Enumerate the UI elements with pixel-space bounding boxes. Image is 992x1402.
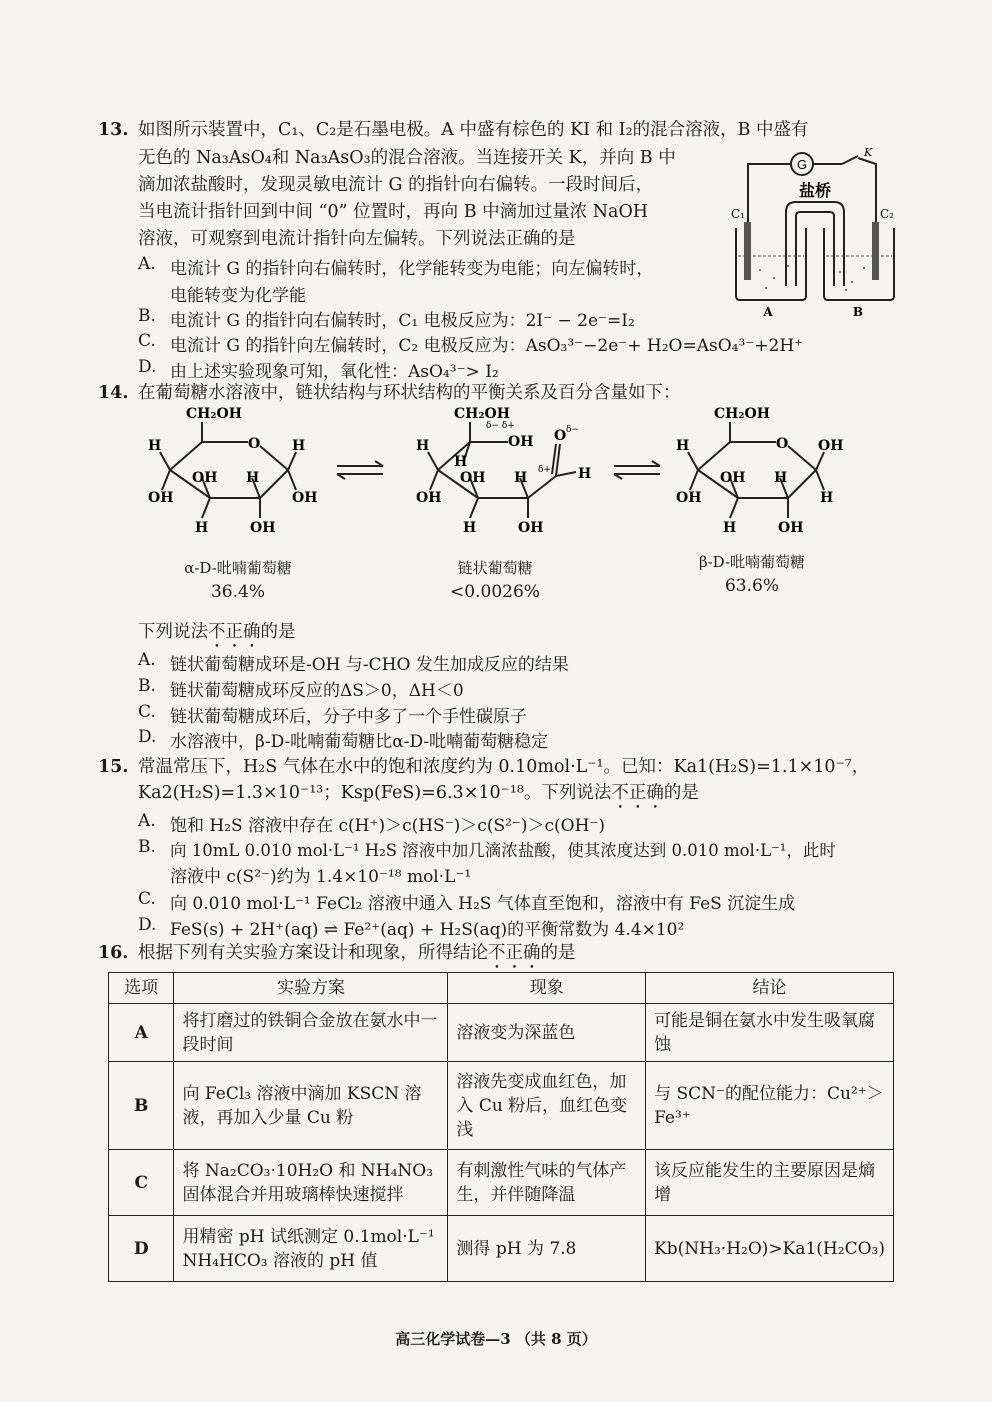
atom-label: OH [460,470,486,486]
option-label: C. [138,331,156,351]
atom-label: O [248,436,261,452]
switch-label: K [864,146,873,159]
question-number: 13. [98,120,129,140]
atom-label: H [820,490,834,506]
option-d-text: 水溶液中，β-D-吡喃葡萄糖比α-D-吡喃葡萄糖稳定 [170,732,549,752]
atom-label: H [514,470,528,486]
option-d-text: FeS(s) + 2H⁺(aq) ⇌ Fe²⁺(aq) + H₂S(aq)的平衡常数为 4.4×10² [170,920,685,940]
stem-line: 溶液，可观察到电流计指针向左偏转。下列说法正确的是 [138,229,576,249]
partial-charge-label: δ− δ+ [486,421,515,431]
option-a-text-cont: 电能转变为化学能 [170,286,306,306]
atom-label: H [148,438,162,454]
option-label: A. [138,811,156,831]
switch-icon [842,156,858,164]
table-cell-phenomenon: 有刺激性气味的气体产生，并伴随降温 [448,1150,646,1216]
option-a-text: 电流计 G 的指针向右偏转时，化学能转变为电能；向左偏转时， [170,259,654,279]
stem: 根据下列有关实验方案设计和现象，所得结论不正确的是 [138,943,576,963]
table-header: 结论 [646,973,894,1004]
atom-label: OH [676,490,702,506]
atom-label: OH [148,490,174,506]
stem-line: 滴加浓盐酸时，发现灵敏电流计 G 的指针向右偏转。一段时间后， [138,175,654,195]
question-prompt: 下列说法不正确的是 [138,622,296,642]
galvanic-cell-diagram [730,146,900,318]
atom-label: OH [250,520,276,536]
option-label: B. [138,676,156,696]
table-cell-phenomenon: 测得 pH 为 7.8 [448,1216,646,1282]
option-label: B. [138,837,156,857]
question-number: 14. [98,383,129,403]
partial-charge-label: δ+ [538,465,551,475]
option-label: C. [138,702,156,722]
structure-percent: 36.4% [210,582,265,602]
alpha-glucose-structure [140,402,340,542]
chain-glucose-structure [408,402,608,542]
stem-line: 常温常压下，H₂S 气体在水中的饱和浓度约为 0.10mol·L⁻¹。已知：Ka1(H₂S)=1.1×10⁻⁷， [138,757,870,777]
atom-label: OH [192,470,218,486]
atom-label: H [463,520,477,536]
table-row [109,1062,894,1150]
beaker-a-label: A [763,305,773,318]
atom-label: OH [292,490,318,506]
atom-label: OH [416,490,442,506]
equilibrium-arrow-icon [612,460,662,480]
table-cell-conclusion: 该反应能发生的主要原因是熵增 [646,1150,894,1216]
atom-label: H [454,454,468,470]
emphasis: 不正确 [611,783,664,803]
electrode-c1 [744,222,751,280]
experiment-table [108,972,894,1282]
option-label: A. [138,254,156,274]
atom-label: OH [778,520,804,536]
atom-label: H [578,466,592,482]
atom-label: CH₂OH [186,406,242,422]
table-cell-option: A [109,1004,174,1062]
equilibrium-arrow-icon [335,460,385,480]
galvanometer-label: G [796,157,808,172]
table-row [109,1216,894,1282]
stem-line: 无色的 Na₃AsO₄和 Na₃AsO₃的混合溶液。当连接开关 K，并向 B 中 [138,148,676,168]
option-b-text-cont: 溶液中 c(S²⁻)约为 1.4×10⁻¹⁸ mol·L⁻¹ [170,867,472,887]
option-b-text: 向 10mL 0.010 mol·L⁻¹ H₂S 溶液中加几滴浓盐酸，使其浓度达到 0.010 mol·L⁻¹，此时 [170,841,836,860]
table-header: 实验方案 [174,973,448,1004]
page-footer: 高三化学试卷—3 （共 8 页） [395,1330,597,1348]
option-label: D. [138,357,157,377]
option-a-text: 链状葡萄糖成环是-OH 与-CHO 发生加成反应的结果 [170,655,569,675]
table-row [109,1150,894,1216]
table-cell-plan: 将 Na₂CO₃·10H₂O 和 NH₄NO₃ 固体混合并用玻璃棒快速搅拌 [174,1150,448,1216]
structure-percent: 63.6% [724,576,779,596]
structure-name: 链状葡萄糖 [457,559,533,577]
table-cell-conclusion: Kb(NH₃·H₂O)>Ka1(H₂CO₃) [646,1216,894,1282]
option-label: D. [138,727,157,747]
structure-percent: <0.0026% [450,582,540,602]
option-label: A. [138,650,156,670]
table-cell-option: C [109,1150,174,1216]
table-cell-conclusion: 可能是铜在氨水中发生吸氧腐蚀 [646,1004,894,1062]
atom-label: CH₂OH [714,406,770,422]
table-cell-option: B [109,1062,174,1150]
option-b-text: 电流计 G 的指针向右偏转时，C₁ 电极反应为：2I⁻ − 2e⁻=I₂ [170,311,635,331]
table-header: 选项 [109,973,174,1004]
table-row [109,1004,894,1062]
structure-name: β-D-吡喃葡萄糖 [698,553,806,571]
emphasis: 不正确 [488,943,541,963]
salt-bridge [786,202,844,286]
table-cell-conclusion: 与 SCN⁻的配位能力：Cu²⁺＞Fe³⁺ [646,1062,894,1150]
electrode-c1-label: C₁ [731,207,745,221]
option-c-text: 向 0.010 mol·L⁻¹ FeCl₂ 溶液中通入 H₂S 气体直至饱和，溶液中有 FeS 沉淀生成 [170,894,796,914]
stem-line: Ka2(H₂S)=1.3×10⁻¹³；Ksp(FeS)=6.3×10⁻¹⁸。下列说法不正确的是 [138,783,699,803]
option-b-text: 链状葡萄糖成环反应的ΔS＞0，ΔH＜0 [170,681,464,701]
stem: 在葡萄糖水溶液中，链状结构与环状结构的平衡关系及百分含量如下： [138,383,681,403]
electrode-c2 [872,222,879,280]
atom-label: H [723,520,737,536]
atom-label: OH [508,434,534,450]
atom-label: H [416,438,430,454]
option-d-text: 由上述实验现象可知，氧化性：AsO₄³⁻> I₂ [170,362,499,382]
table-cell-phenomenon: 溶液变为深蓝色 [448,1004,646,1062]
atom-label: H [292,438,306,454]
atom-label: O [554,428,567,444]
question-number: 16. [98,943,129,963]
table-cell-plan: 将打磨过的铁铜合金放在氨水中一段时间 [174,1004,448,1062]
atom-label: CH₂OH [454,406,510,422]
atom-label: H [676,438,690,454]
beaker-b-label: B [852,305,864,318]
option-label: B. [138,306,156,326]
option-label: C. [138,889,156,909]
stem-line: 如图所示装置中，C₁、C₂是石墨电极。A 中盛有棕色的 KI 和 I₂的混合溶液，B 中盛有 [138,120,809,140]
atom-label: OH [720,470,746,486]
atom-label: H [774,470,788,486]
partial-charge-label: δ− [566,425,579,435]
table-header-row [109,973,894,1004]
option-label: D. [138,915,157,935]
atom-label: OH [518,520,544,536]
stem-line: 当电流计指针回到中间 “0” 位置时，再向 B 中滴加过量浓 NaOH [138,202,649,222]
option-c-text: 链状葡萄糖成环后，分子中多了一个手性碳原子 [170,707,527,727]
atom-label: OH [818,438,844,454]
atom-label: H [246,470,260,486]
atom-label: O [776,436,789,452]
beta-glucose-structure [668,402,868,542]
option-a-text: 饱和 H₂S 溶液中存在 c(H⁺)＞c(HS⁻)＞c(S²⁻)＞c(OH⁻) [170,816,606,836]
table-cell-plan: 向 FeCl₃ 溶液中滴加 KSCN 溶液，再加入少量 Cu 粉 [174,1062,448,1150]
option-c-text: 电流计 G 的指针向左偏转时，C₂ 电极反应为：AsO₃³⁻−2e⁻+ H₂O=AsO₄³⁻+2H⁺ [170,336,804,356]
structure-name: α-D-吡喃葡萄糖 [184,559,292,577]
question-number: 15. [98,757,129,777]
table-cell-phenomenon: 溶液先变成血红色，加入 Cu 粉后，血红色变浅 [448,1062,646,1150]
electrode-c2-label: C₂ [880,207,894,221]
emphasis: 不正确 [208,622,261,642]
table-cell-plan: 用精密 pH 试纸测定 0.1mol·L⁻¹ NH₄HCO₃ 溶液的 pH 值 [174,1216,448,1282]
table-cell-option: D [109,1216,174,1282]
table-header: 现象 [448,973,646,1004]
atom-label: H [195,520,209,536]
salt-bridge-label: 盐桥 [798,181,832,200]
